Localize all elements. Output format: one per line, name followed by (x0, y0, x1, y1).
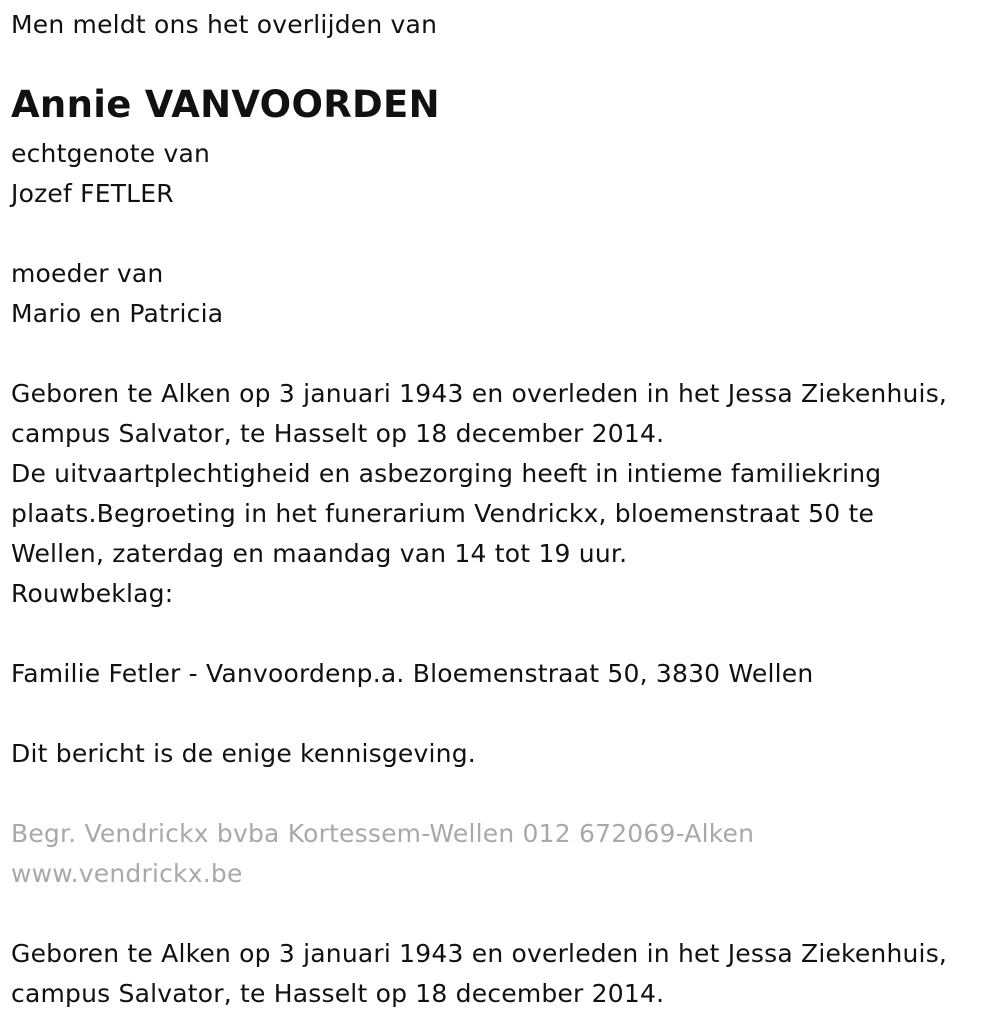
notice-text: Dit bericht is de enige kennisgeving. (11, 739, 476, 768)
deceased-name: Annie VANVOORDEN (11, 83, 440, 126)
details-line-4: plaats.Begroeting in het funerarium Vendrickx, bloemenstraat 50 te (11, 499, 875, 528)
repeat-details-line-2: campus Salvator, te Hasselt op 18 december 2014. (11, 979, 665, 1008)
details-line-5: Wellen, zaterdag en maandag van 14 tot 19 uur. (11, 539, 628, 568)
details-line-2: campus Salvator, te Hasselt op 18 december 2014. (11, 419, 665, 448)
spouse-name: Jozef FETLER (11, 179, 174, 208)
funeral-home-website[interactable]: www.vendrickx.be (11, 859, 243, 888)
intro-text: Men meldt ons het overlijden van (11, 10, 438, 39)
details-line-1: Geboren te Alken op 3 januari 1943 en overleden in het Jessa Ziekenhuis, (11, 379, 948, 408)
children-names: Mario en Patricia (11, 299, 224, 328)
spouse-label: echtgenote van (11, 139, 211, 168)
details-line-3: De uitvaartplechtigheid en asbezorging heeft in intieme familiekring (11, 459, 882, 488)
condolence-address: Familie Fetler - Vanvoordenp.a. Bloemenstraat 50, 3830 Wellen (11, 659, 814, 688)
repeat-details-line-1: Geboren te Alken op 3 januari 1943 en overleden in het Jessa Ziekenhuis, (11, 939, 948, 968)
condolence-label: Rouwbeklag: (11, 579, 174, 608)
mother-label: moeder van (11, 259, 164, 288)
funeral-home-info: Begr. Vendrickx bvba Kortessem-Wellen 012 672069-Alken (11, 819, 755, 848)
